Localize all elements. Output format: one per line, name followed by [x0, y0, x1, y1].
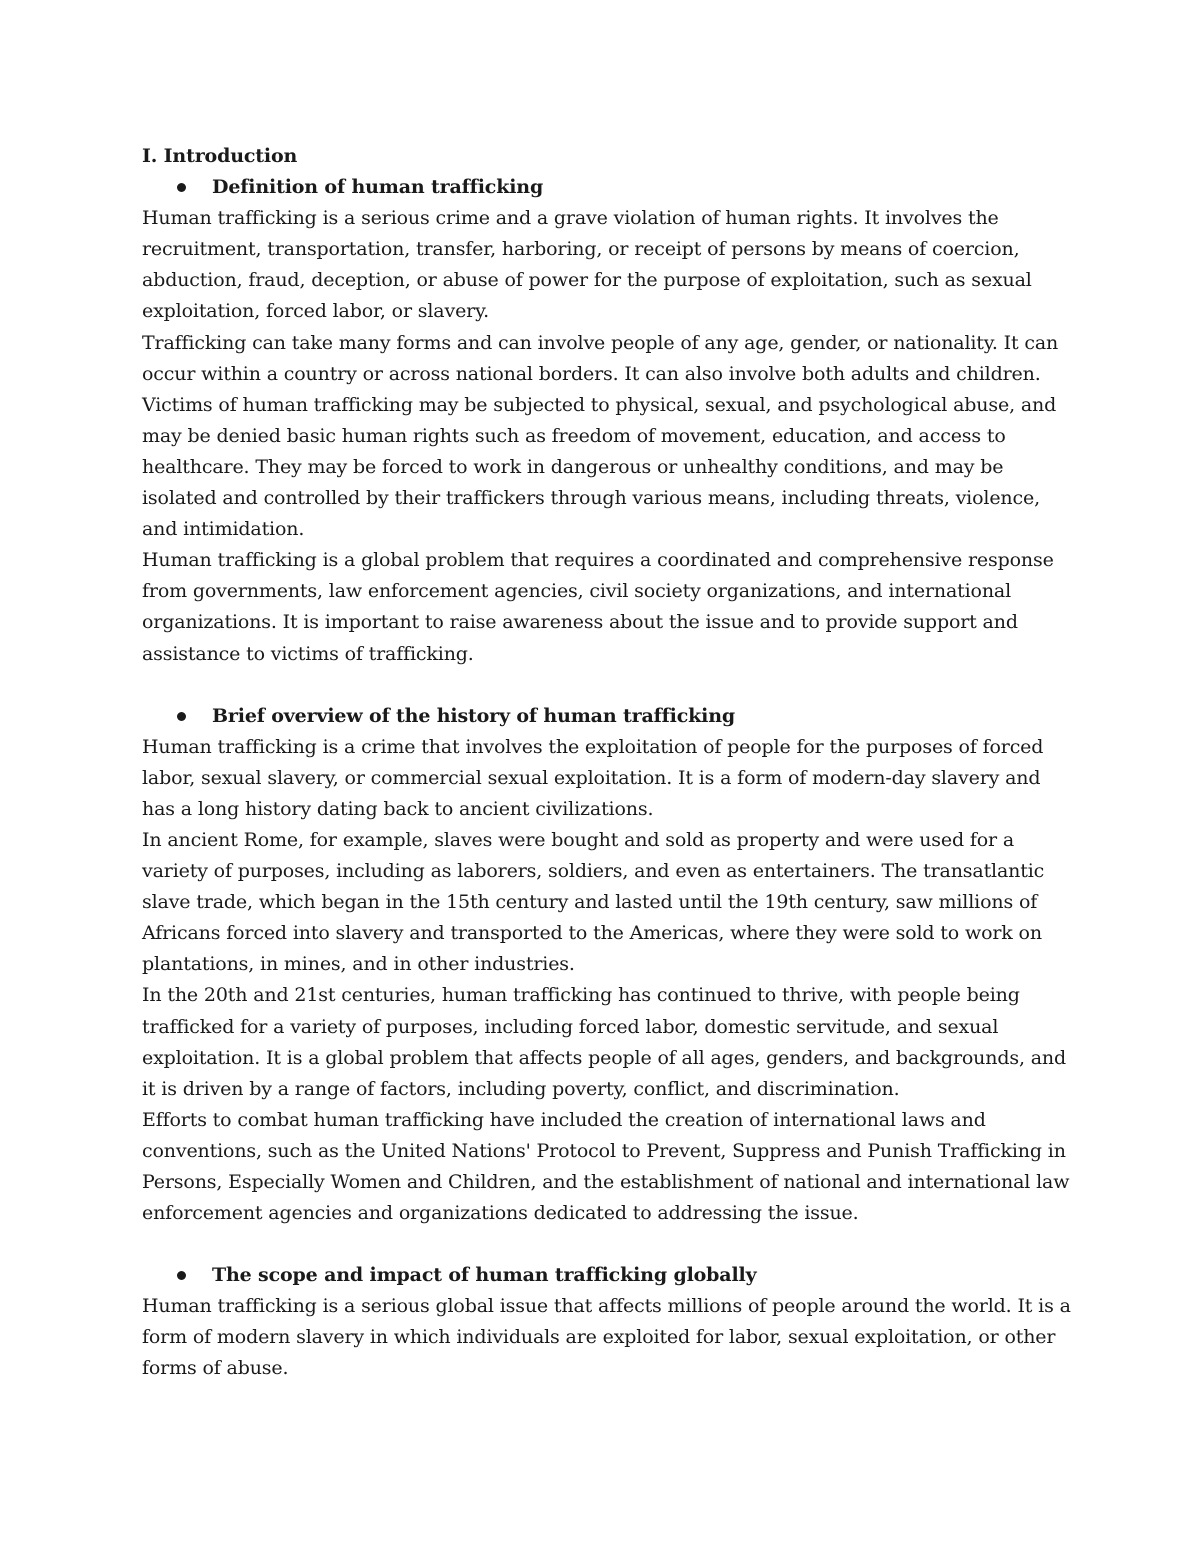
paragraph: Trafficking can take many forms and can involve people of any age, gender, or nationality. It can occur within a country or across national borders. It can also involve both adults and children. Victims of human trafficking may be subjected to physical, sexual, and psychological abuse, and may be denied basic human rights such as freedom of movement, education, and access to healthcare. They may be forced to work in dangerous or unhealthy conditions, and may be isolated and controlled by their traffickers through various means, including threats, violence, and intimidation. — [142, 331, 1059, 541]
paragraph: Human trafficking is a serious crime and a grave violation of human rights. It involves the recruitment, transportation, transfer, harboring, or receipt of persons by means of coercion, abduction, fraud, deception, or abuse of power for the purpose of exploitation, such as sexual exploitation, forced labor, or slavery. — [142, 207, 1032, 323]
section-heading: I. Introduction — [142, 145, 298, 167]
subheading-history — [142, 701, 1072, 732]
paragraph: Human trafficking is a serious global issue that affects millions of people around the world. It is a form of modern slavery in which individuals are exploited for labor, sexual exploitation, or other forms of abuse. — [142, 1295, 1071, 1380]
paragraph: In the 20th and 21st centuries, human trafficking has continued to thrive, with people being trafficked for a variety of purposes, including forced labor, domestic servitude, and sexual exploitation. It is a global problem that affects people of all ages, genders, and backgrounds, and it is driven by a range of factors, including poverty, conflict, and discrimination. — [142, 984, 1067, 1100]
subheading-scope — [142, 1260, 1072, 1291]
subheading-text: The scope and impact of human trafficking globally — [212, 1264, 757, 1287]
subheading-text: Definition of human trafficking — [212, 176, 544, 199]
paragraph: Efforts to combat human trafficking have included the creation of international laws and conventions, such as the United Nations' Protocol to Prevent, Suppress and Punish Trafficking in Persons, Especially Women and Children, and the establishment of national and international law enforcement agencies and organizations dedicated to addressing the issue. — [142, 1108, 1070, 1225]
document-page — [142, 141, 1072, 1385]
blank-line — [142, 1229, 1072, 1260]
paragraph: In ancient Rome, for example, slaves were bought and sold as property and were used for a variety of purposes, including as laborers, soldiers, and even as entertainers. The transatlantic slave trade, which began in the 15th century and lasted until the 19th century, saw millions of Africans forced into slavery and transported to the Americas, where they were sold to work on plantations, in mines, and in other industries. — [142, 828, 1045, 976]
subheading-text: Brief overview of the history of human trafficking — [212, 704, 736, 727]
bullet-icon — [177, 1271, 186, 1280]
subheading-definition — [142, 172, 1072, 203]
paragraph: Human trafficking is a crime that involves the exploitation of people for the purposes of forced labor, sexual slavery, or commercial sexual exploitation. It is a form of modern-day slavery and has a long history dating back to ancient civilizations. — [142, 735, 1044, 820]
bullet-icon — [177, 712, 186, 721]
blank-line — [142, 670, 1072, 701]
paragraph: Human trafficking is a global problem that requires a coordinated and comprehensive response from governments, law enforcement agencies, civil society organizations, and international organizations. It is important to raise awareness about the issue and to provide support and assistance to victims of trafficking. — [142, 549, 1054, 665]
bullet-icon — [177, 183, 186, 192]
